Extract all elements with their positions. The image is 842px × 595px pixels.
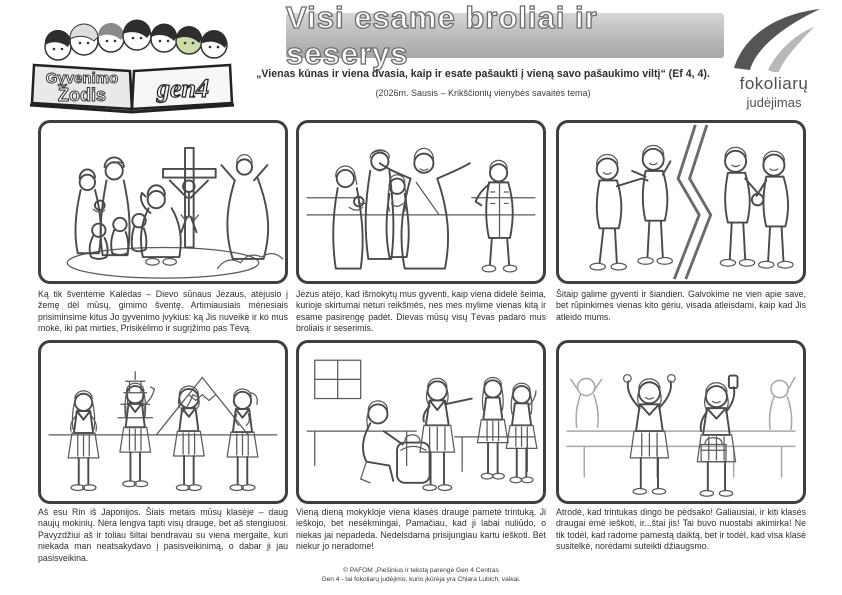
panel-3-quarrel-forgiveness	[556, 120, 806, 284]
footer-credits	[221, 567, 621, 585]
logo-text-fokoliaru: fokoliarų	[739, 74, 809, 93]
focolare-swoosh-icon	[724, 6, 824, 72]
panel-rin-japan-drawing	[41, 343, 285, 501]
fokoliaru-judejimas-logo	[712, 6, 836, 110]
panel-4-rin-japan	[38, 340, 288, 504]
svg-text:Žodis: Žodis	[58, 85, 106, 105]
children-open-book-icon	[26, 13, 238, 115]
gyvenimo-zodis-logo	[26, 13, 238, 115]
caption-panel-4: Aš esu Rin iš Japonijos. Šiais metais mūsų klasėje – daug naujų mokinių. Nėra lengva tapti visų drauge, bet aš stengiuosi. Pavyzdžiui aš ir toliau šiltai bendravau su viena mergaite, kuri niekada man neatsakydavo į pasisveikinimą, o dabar ji jau pasisveikina.	[38, 507, 288, 563]
logo-text-judejimas: judėjimas	[746, 95, 802, 110]
svg-text:gen4: gen4	[157, 74, 209, 103]
footer-line-1: © PAFOM „Piešinius ir tekstą parengė Gen 4 Centras	[343, 567, 499, 574]
panel-2-jesus-big-family	[296, 120, 546, 284]
caption-panel-2: Jėzus atėjo, kad išmokytų mus gyventi, kaip viena didelė šeima, kurioje skirtumai neturi reikšmės, nes mes mylime vienas kitą ir esame pasirengę padėt. Dievas mūsų visų Tėvas padaro mus broliais ir seserimis.	[296, 289, 546, 334]
panel-jesus-big-family-drawing	[299, 123, 543, 281]
panel-1-life-of-jesus	[38, 120, 288, 284]
svg-text:Gyvenimo: Gyvenimo	[45, 70, 119, 87]
panel-quarrel-forgiveness-drawing	[559, 123, 803, 281]
theme-note: (2026m. Sausis – Krikščionių vienybės savaitės tema)	[375, 88, 591, 98]
footer-line-2: Gen 4 - tai fokoliarų judėjimo, kurio įkūrėja yra Chiara Lubich, vaikai.	[321, 575, 521, 583]
panel-life-of-jesus-drawing	[41, 123, 285, 281]
caption-panel-3: Šitaip galime gyventi ir šiandien. Galvokime ne vien apie save, bet rūpinkimės vienas kito gėriu, visada atleisdami, kaip kad Jis atleido mums.	[556, 289, 806, 322]
panel-eraser-found-joy-drawing	[559, 343, 803, 501]
caption-panel-6: Atrodė, kad trintukas dingo be pėdsako! Galiausiai, ir kiti klasės draugai ėmė ieškoti, ir...štai jis! Tai buvo nuostabi akimirka! Ne tik todėl, kad radome pamestą daiktą, bet ir todėl, kad visa klasė susitelkė, norėdami suteikti džiaugsmo.	[556, 507, 806, 552]
verse-quote: „Vienas kūnas ir viena dvasia, kaip ir esate pašaukti į vieną savo pašaukimo viltį“ (Ef 4, 4).	[256, 68, 710, 80]
page-title: Visi esame broliai ir seserys	[286, 0, 598, 71]
title-banner	[286, 0, 724, 71]
panel-6-eraser-found-joy	[556, 340, 806, 504]
caption-panel-5: Vieną dieną mokykloje viena klasės draugė pametė trintuką. Ji ieškojo, bet nesėkmingai, Pamačiau, kad ji labai nuliūdo, o niekas jai nepadeda. Nedelsdama prisijungiau kartu ieškoti. Bet niekur jo neradome!	[296, 507, 546, 552]
caption-panel-1: Ką tik šventėme Kalėdas – Dievo sūnaus Jėzaus, atėjusio į žemę dėl mūsų, gimimo šventę. Artimiausiais mėnesiais prisiminsime kitus Jo gyvenimo įvykius: ką Jis nuveikė ir ko mus mokė, iki pat mirties, Prisikėlimo ir sugrįžimo pas Tėvą.	[38, 289, 288, 334]
panel-5-lost-eraser-search	[296, 340, 546, 504]
panel-lost-eraser-search-drawing	[299, 343, 543, 501]
